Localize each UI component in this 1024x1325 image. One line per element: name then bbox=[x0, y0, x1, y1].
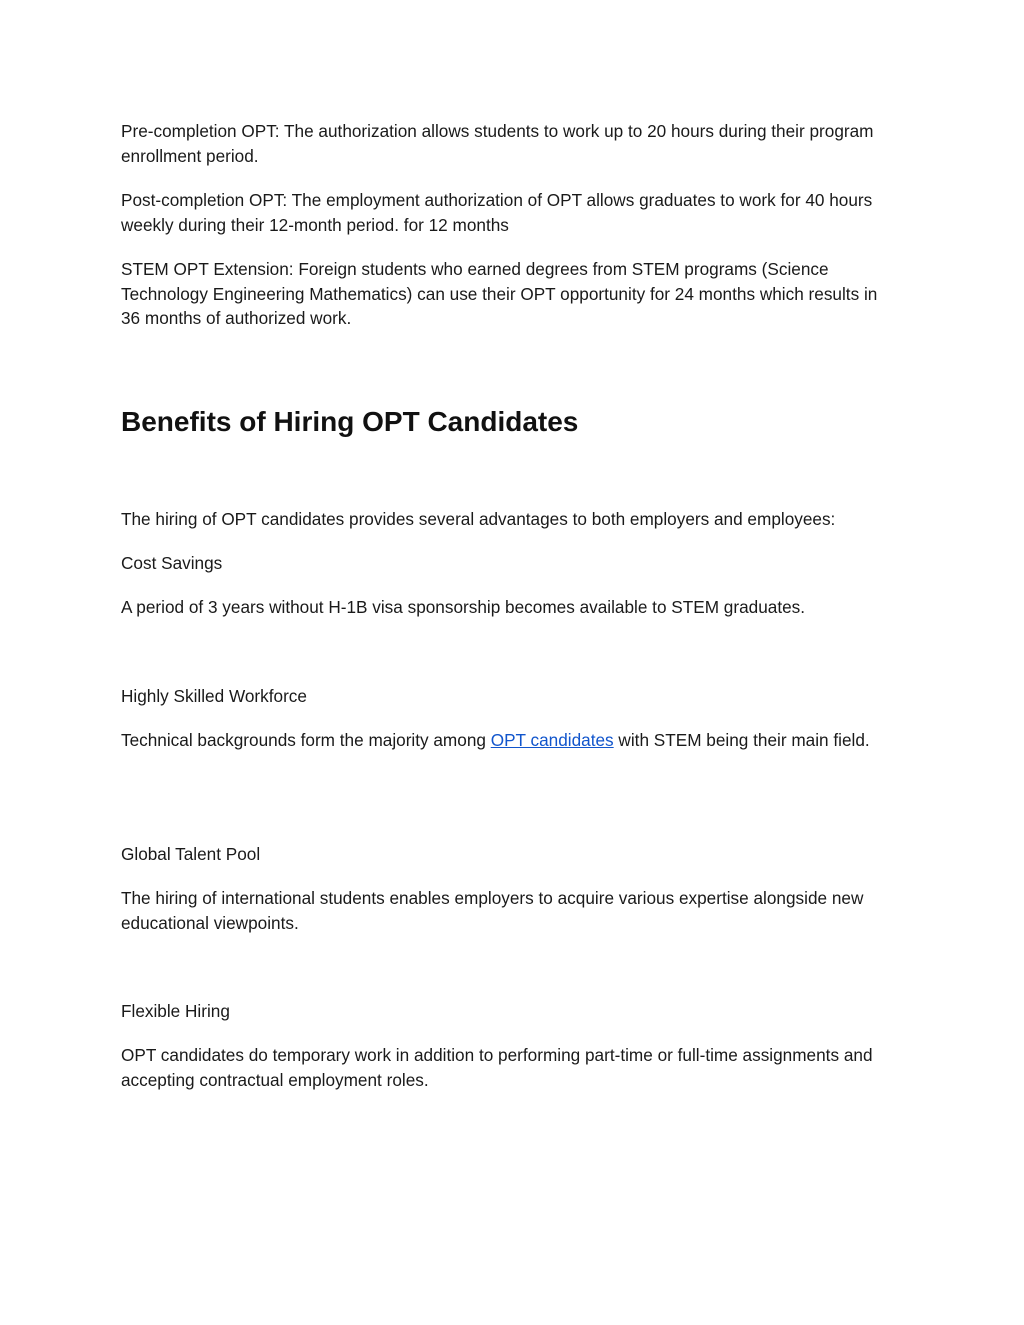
pre-completion-paragraph: Pre-completion OPT: The authorization allows students to work up to 20 hours during their program enrollment period. bbox=[121, 121, 874, 166]
skilled-workforce-paragraph bbox=[121, 728, 901, 753]
skilled-workforce-text-after: with STEM being their main field. bbox=[613, 730, 870, 750]
cost-savings-paragraph: A period of 3 years without H-1B visa sponsorship becomes available to STEM graduates. bbox=[121, 597, 806, 617]
benefits-intro-paragraph: The hiring of OPT candidates provides several advantages to both employers and employees: bbox=[121, 509, 836, 529]
global-talent-title: Global Talent Pool bbox=[121, 844, 261, 864]
opt-candidates-link[interactable]: OPT candidates bbox=[490, 730, 614, 750]
benefits-heading: Benefits of Hiring OPT Candidates bbox=[121, 406, 579, 437]
post-completion-paragraph: Post-completion OPT: The employment authorization of OPT allows graduates to work for 40 hours weekly during their 12-month period. for 12 months bbox=[121, 190, 873, 235]
cost-savings-title: Cost Savings bbox=[121, 553, 223, 573]
stem-extension-paragraph: STEM OPT Extension: Foreign students who earned degrees from STEM programs (Science Technology Engineering Mathematics) can use their OPT opportunity for 24 months which results in 36 months of authorized work. bbox=[121, 259, 878, 328]
skilled-workforce-title: Highly Skilled Workforce bbox=[121, 686, 307, 706]
skilled-workforce-text-before: Technical backgrounds form the majority among bbox=[121, 730, 491, 750]
flexible-hiring-paragraph: OPT candidates do temporary work in addition to performing part-time or full-time assignments and accepting contractual employment roles. bbox=[121, 1045, 873, 1090]
flexible-hiring-title: Flexible Hiring bbox=[121, 1001, 230, 1021]
global-talent-paragraph: The hiring of international students enables employers to acquire various expertise alongside new educational viewpoints. bbox=[121, 888, 864, 933]
